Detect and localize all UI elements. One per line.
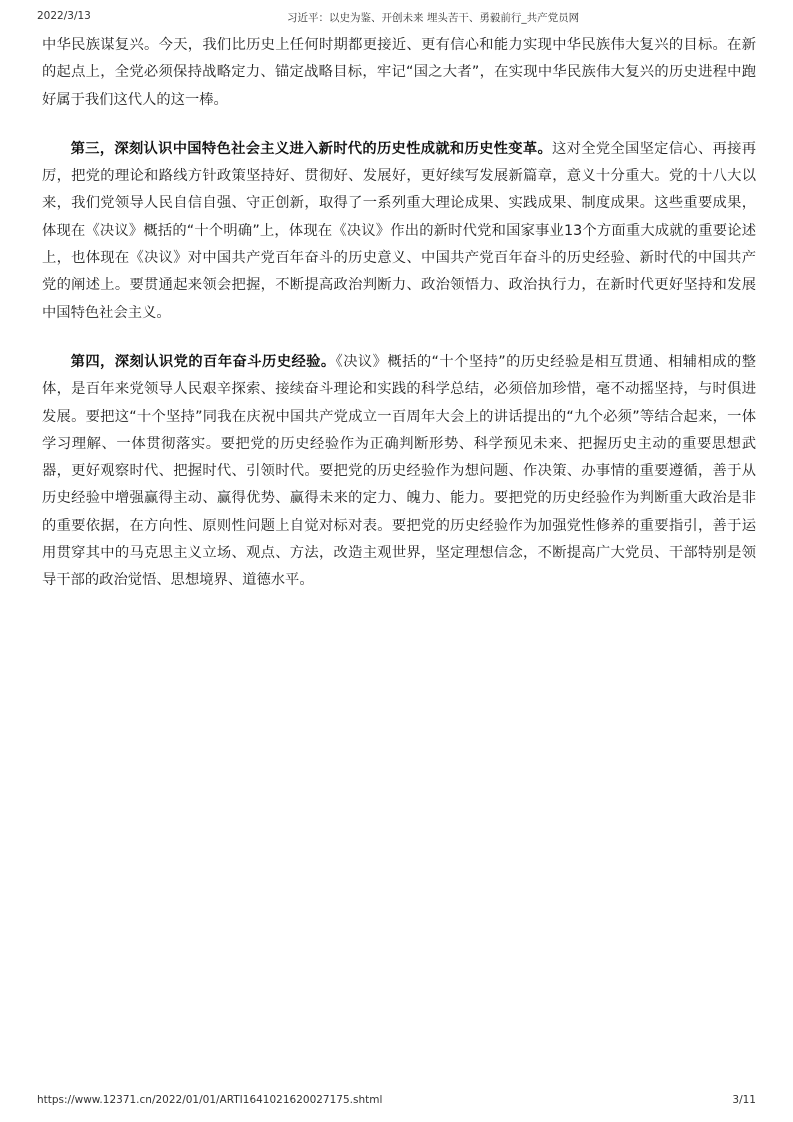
source-url[interactable]: https://www.12371.cn/2022/01/01/ARTI1641021620027175.shtml <box>37 1094 383 1106</box>
paragraph-lead: 第三，深刻认识中国特色社会主义进入新时代的历史性成就和历史性变革。 <box>70 140 553 157</box>
paragraph-fourth-point <box>42 349 756 595</box>
page-number: 3/11 <box>732 1094 756 1106</box>
paragraph-text: 中华民族谋复兴。今天，我们比历史上任何时期都更接近、更有信心和能力实现中华民族伟大复兴的目标。在新的起点上，全党必须保持战略定力、锚定战略目标，牢记“国之大者”，在实现中华民族伟大复兴的历史进程中跑好属于我们这代人的这一棒。 <box>42 37 756 108</box>
paragraph-third-point <box>42 136 756 327</box>
article-body <box>42 32 756 617</box>
print-date: 2022/3/13 <box>37 10 91 22</box>
paragraph-text: 这对全党全国坚定信心、再接再厉，把党的理论和路线方针政策坚持好、贯彻好、发展好，更好续写发展新篇章，意义十分重大。党的十八大以来，我们党领导人民自信自强、守正创新，取得了一系列重大理论成果、实践成果、制度成果。这些重要成果，体现在《决议》概括的“十个明确”上，体现在《决议》作出的新时代党和国家事业13个方面重大成就的重要论述上，也体现在《决议》对中国共产党百年奋斗的历史意义、中国共产党百年奋斗的历史经验、新时代的中国共产党的阐述上。要贯通起来领会把握，不断提高政治判断力、政治领悟力、政治执行力，在新时代更好坚持和发展中国特色社会主义。 <box>42 140 757 321</box>
page-title: 习近平：以史为鉴、开创未来 埋头苦干、勇毅前行_共产党员网 <box>287 12 580 24</box>
paragraph-continuation <box>42 32 756 114</box>
paragraph-text: 《决议》概括的“十个坚持”的历史经验是相互贯通、相辅相成的整体，是百年来党领导人民艰辛探索、接续奋斗理论和实践的科学总结，必须倍加珍惜，毫不动摇坚持，与时俱进发展。要把这“十个坚持”同我在庆祝中国共产党成立一百周年大会上的讲话提出的“九个必须”等结合起来，一体学习理解、一体贯彻落实。要把党的历史经验作为正确判断形势、科学预见未来、把握历史主动的重要思想武器，更好观察时代、把握时代、引领时代。要把党的历史经验作为想问题、作决策、办事情的重要遵循，善于从历史经验中增强赢得主动、赢得优势、赢得未来的定力、魄力、能力。要把党的历史经验作为判断重大政治是非的重要依据，在方向性、原则性问题上自觉对标对表。要把党的历史经验作为加强党性修养的重要指引，善于运用贯穿其中的马克思主义立场、观点、方法，改造主观世界，坚定理想信念，不断提高广大党员、干部特别是领导干部的政治觉悟、思想境界、道德水平。 <box>42 353 756 589</box>
paragraph-lead: 第四，深刻认识党的百年奋斗历史经验。 <box>70 353 336 370</box>
